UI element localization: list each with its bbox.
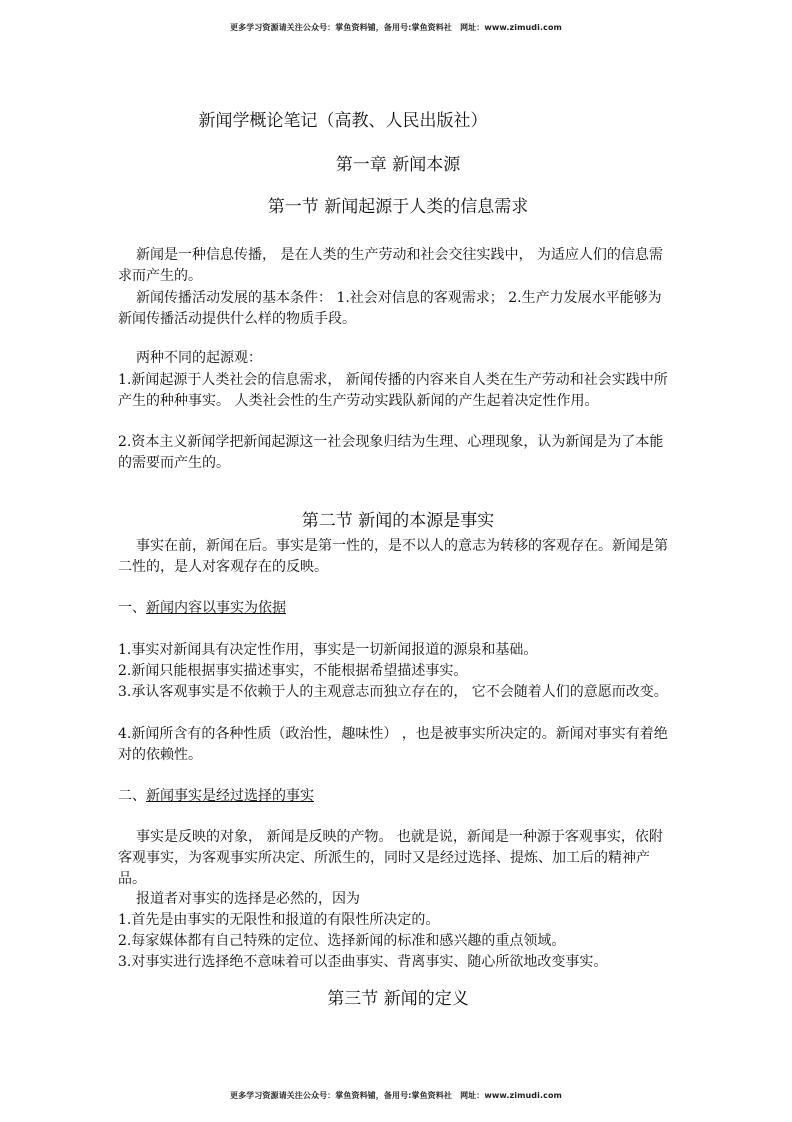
section-heading-2: 第二节 新闻的本源是事实 [301,511,495,531]
subsection-title: 新闻事实是经过选择的事实 [146,788,314,804]
paragraph-14: 2.每家媒体都有自己特殊的定位、选择新闻的标准和感兴趣的重点领域。 [118,933,566,949]
subsection-number: 二、 [118,788,146,804]
paragraph-8: 2.新闻只能根据事实描述事实，不能根据希望描述事实。 [118,663,468,679]
subsection-title: 新闻内容以事实为依据 [146,600,286,616]
paragraph-12: 报道者对事实的选择是必然的，因为 [136,891,360,907]
paragraph-4: 1.新闻起源于人类社会的信息需求， 新闻传播的内容来自人类在生产劳动和社会实践中所产生的种种事实。 人类社会性的生产劳动实践队新闻的产生起着决定性作用。 [118,372,668,409]
section-heading-3: 第三节 新闻的定义 [327,989,469,1009]
subsection-heading-2 [118,786,332,807]
document-title: 新闻学概论笔记（高教、人民出版社） [198,111,488,131]
paragraph-5: 2.资本主义新闻学把新闻起源这一社会现象归结为生理、心理现象，认为新闻是为了本能的需要而产生的。 [118,434,664,471]
paragraph-3: 两种不同的起源观： [136,350,262,366]
subsection-number: 一、 [118,600,146,616]
paragraph-7: 1.事实对新闻具有决定性作用，事实是一切新闻报道的源泉和基础。 [118,642,538,658]
paragraph-9: 3.承认客观事实是不依赖于人的主观意志而独立存在的， 它不会随着人们的意愿而改变。 [118,684,668,700]
paragraph-15: 3.对事实进行选择绝不意味着可以歪曲事实、背离事实、随心所欲地改变事实。 [118,954,608,970]
chapter-heading: 第一章 新闻本源 [335,155,461,175]
page-header: 更多学习资源请关注公众号：掌鱼资料铺，备用号:掌鱼资料社 网址：www.zimudi.com [229,23,562,32]
paragraph-13: 1.首先是由事实的无限性和报道的有限性所决定的。 [118,912,440,928]
section-heading-1: 第一节 新闻起源于人类的信息需求 [267,197,529,217]
paragraph-6: 事实在前，新闻在后。事实是第一性的，是不以人的意志为转移的客观存在。新闻是第二性的，是人对客观存在的反映。 [118,538,668,575]
subsection-heading-1 [118,598,304,619]
paragraph-1: 新闻是一种信息传播， 是在人类的生产劳动和社会交往实践中， 为适应人们的信息需求而产生的。 [118,247,663,284]
paragraph-2: 新闻传播活动发展的基本条件： 1.社会对信息的客观需求； 2.生产力发展水平能够为新闻传播活动提供什么样的物质手段。 [118,290,662,327]
page-footer: 更多学习资源请关注公众号：掌鱼资料铺，备用号:掌鱼资料社 网址：www.zimudi.com [229,1091,562,1100]
paragraph-11: 事实是反映的对象， 新闻是反映的产物。 也就是说，新闻是一种源于客观事实，依附客观事实，为客观事实所决定、所派生的，同时又是经过选择、提炼、加工后的精神产品。 [118,829,663,887]
paragraph-10: 4.新闻所含有的各种性质（政治性，趣味性） ，也是被事实所决定的。新闻对事实有着绝对的依赖性。 [118,726,668,763]
